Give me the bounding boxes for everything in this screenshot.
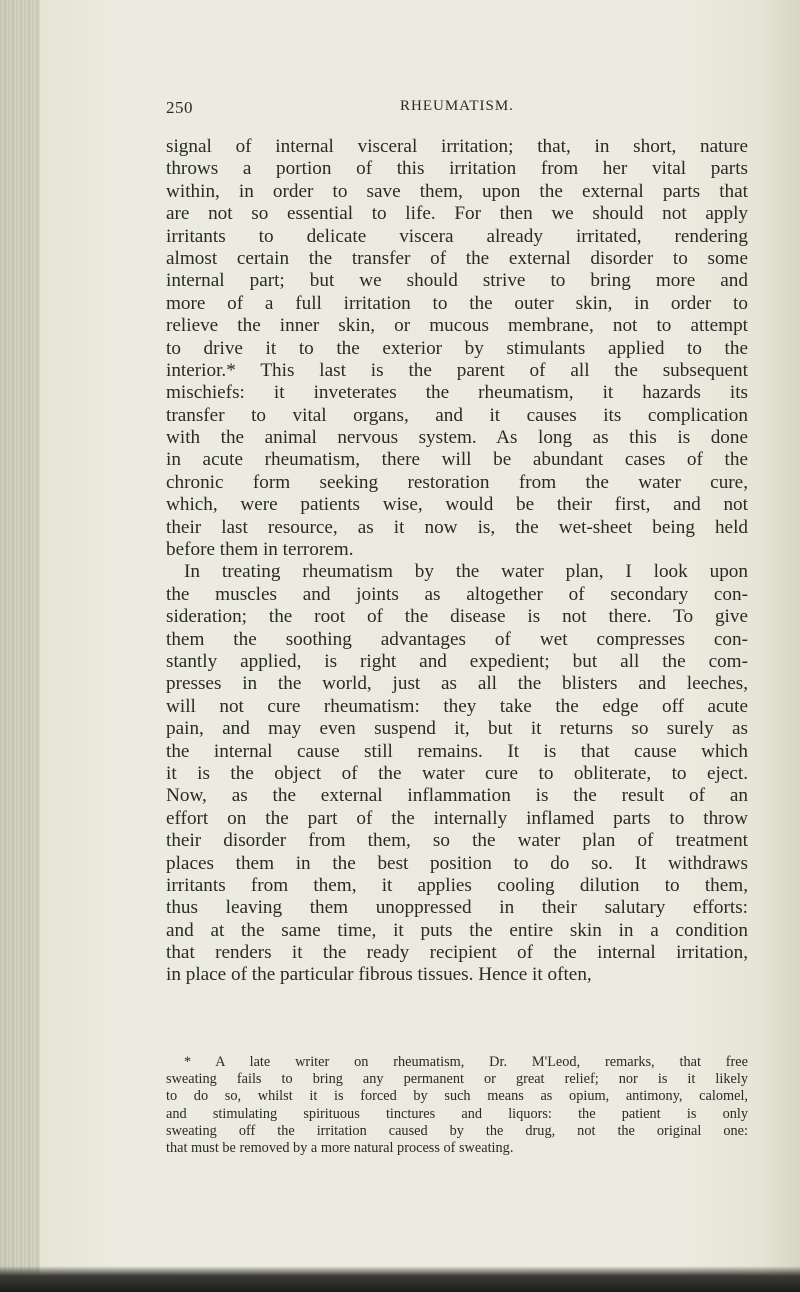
- text-line: almost certain the transfer of the external disorder to some: [166, 247, 748, 269]
- running-head: RHEUMATISM.: [400, 98, 514, 114]
- text-line: thus leaving them unoppressed in their salutary efforts:: [166, 897, 748, 919]
- text-line: that renders it the ready recipient of the internal irritation,: [166, 942, 748, 964]
- text-line: stantly applied, is right and expedient; but all the com-: [166, 650, 748, 672]
- text-line: their last resource, as it now is, the wet-sheet being held: [166, 516, 748, 538]
- text-line: are not so essential to life. For then we should not apply: [166, 203, 748, 225]
- text-line: in acute rheumatism, there will be abundant cases of the: [166, 449, 748, 471]
- footnote-line: and stimulating spirituous tinctures and liquors: the patient is only: [166, 1105, 748, 1122]
- text-line: presses in the world, just as all the blisters and leeches,: [166, 673, 748, 695]
- text-line: internal part; but we should strive to bring more and: [166, 270, 748, 292]
- text-line: within, in order to save them, upon the external parts that: [166, 180, 748, 202]
- text-line: sideration; the root of the disease is not there. To give: [166, 606, 748, 628]
- page-header: [166, 98, 746, 122]
- text-line: and at the same time, it puts the entire skin in a condition: [166, 919, 748, 941]
- text-line: to drive it to the exterior by stimulants applied to the: [166, 337, 748, 359]
- footnote: [166, 1054, 748, 1157]
- text-line: chronic form seeking restoration from the water cure,: [166, 471, 748, 493]
- text-line: effort on the part of the internally inflamed parts to throw: [166, 807, 748, 829]
- text-line: their disorder from them, so the water plan of treatment: [166, 830, 748, 852]
- footnote-line: to do so, whilst it is forced by such means as opium, antimony, calomel,: [166, 1088, 748, 1105]
- text-line: which, were patients wise, would be their first, and not: [166, 494, 748, 516]
- text-line: will not cure rheumatism: they take the edge off acute: [166, 695, 748, 717]
- text-line: irritants to delicate viscera already irritated, rendering: [166, 225, 748, 247]
- text-line: throws a portion of this irritation from her vital parts: [166, 158, 748, 180]
- text-line: more of a full irritation to the outer skin, in order to: [166, 292, 748, 314]
- footnote-line: sweating off the irritation caused by the drug, not the original one:: [166, 1122, 748, 1139]
- text-line: before them in terrorem.: [166, 539, 354, 561]
- text-line: it is the object of the water cure to obliterate, to eject.: [166, 762, 748, 784]
- page-number: 250: [166, 98, 193, 117]
- text-line: relieve the inner skin, or mucous membrane, not to attempt: [166, 315, 748, 337]
- book-spine-shadow: [0, 0, 40, 1292]
- text-line: Now, as the external inflammation is the result of an: [166, 785, 748, 807]
- text-line: signal of internal visceral irritation; that, in short, nature: [166, 136, 748, 157]
- footnote-line: that must be removed by a more natural process of sweating.: [166, 1139, 514, 1156]
- text-line: In treating rheumatism by the water plan, I look upon: [184, 561, 748, 583]
- body-text: [166, 136, 748, 987]
- text-line: with the animal nervous system. As long as this is done: [166, 427, 748, 449]
- page-bottom-edge: [0, 1266, 800, 1292]
- text-line: the muscles and joints as altogether of secondary con-: [166, 583, 748, 605]
- footnote-line: * A late writer on rheumatism, Dr. M'Leod, remarks, that free: [184, 1054, 748, 1070]
- text-line: places them in the best position to do so. It withdraws: [166, 852, 748, 874]
- text-line: interior.* This last is the parent of all the subsequent: [166, 359, 748, 381]
- text-line: transfer to vital organs, and it causes its complication: [166, 404, 748, 426]
- text-line: the internal cause still remains. It is that cause which: [166, 740, 748, 762]
- text-line: them the soothing advantages of wet compresses con-: [166, 628, 748, 650]
- text-line: irritants from them, it applies cooling dilution to them,: [166, 874, 748, 896]
- text-line: in place of the particular fibrous tissues. Hence it often,: [166, 964, 592, 986]
- text-line: mischiefs: it inveterates the rheumatism, it hazards its: [166, 382, 748, 404]
- text-line: pain, and may even suspend it, but it returns so surely as: [166, 718, 748, 740]
- footnote-line: sweating fails to bring any permanent or great relief; nor is it likely: [166, 1071, 748, 1088]
